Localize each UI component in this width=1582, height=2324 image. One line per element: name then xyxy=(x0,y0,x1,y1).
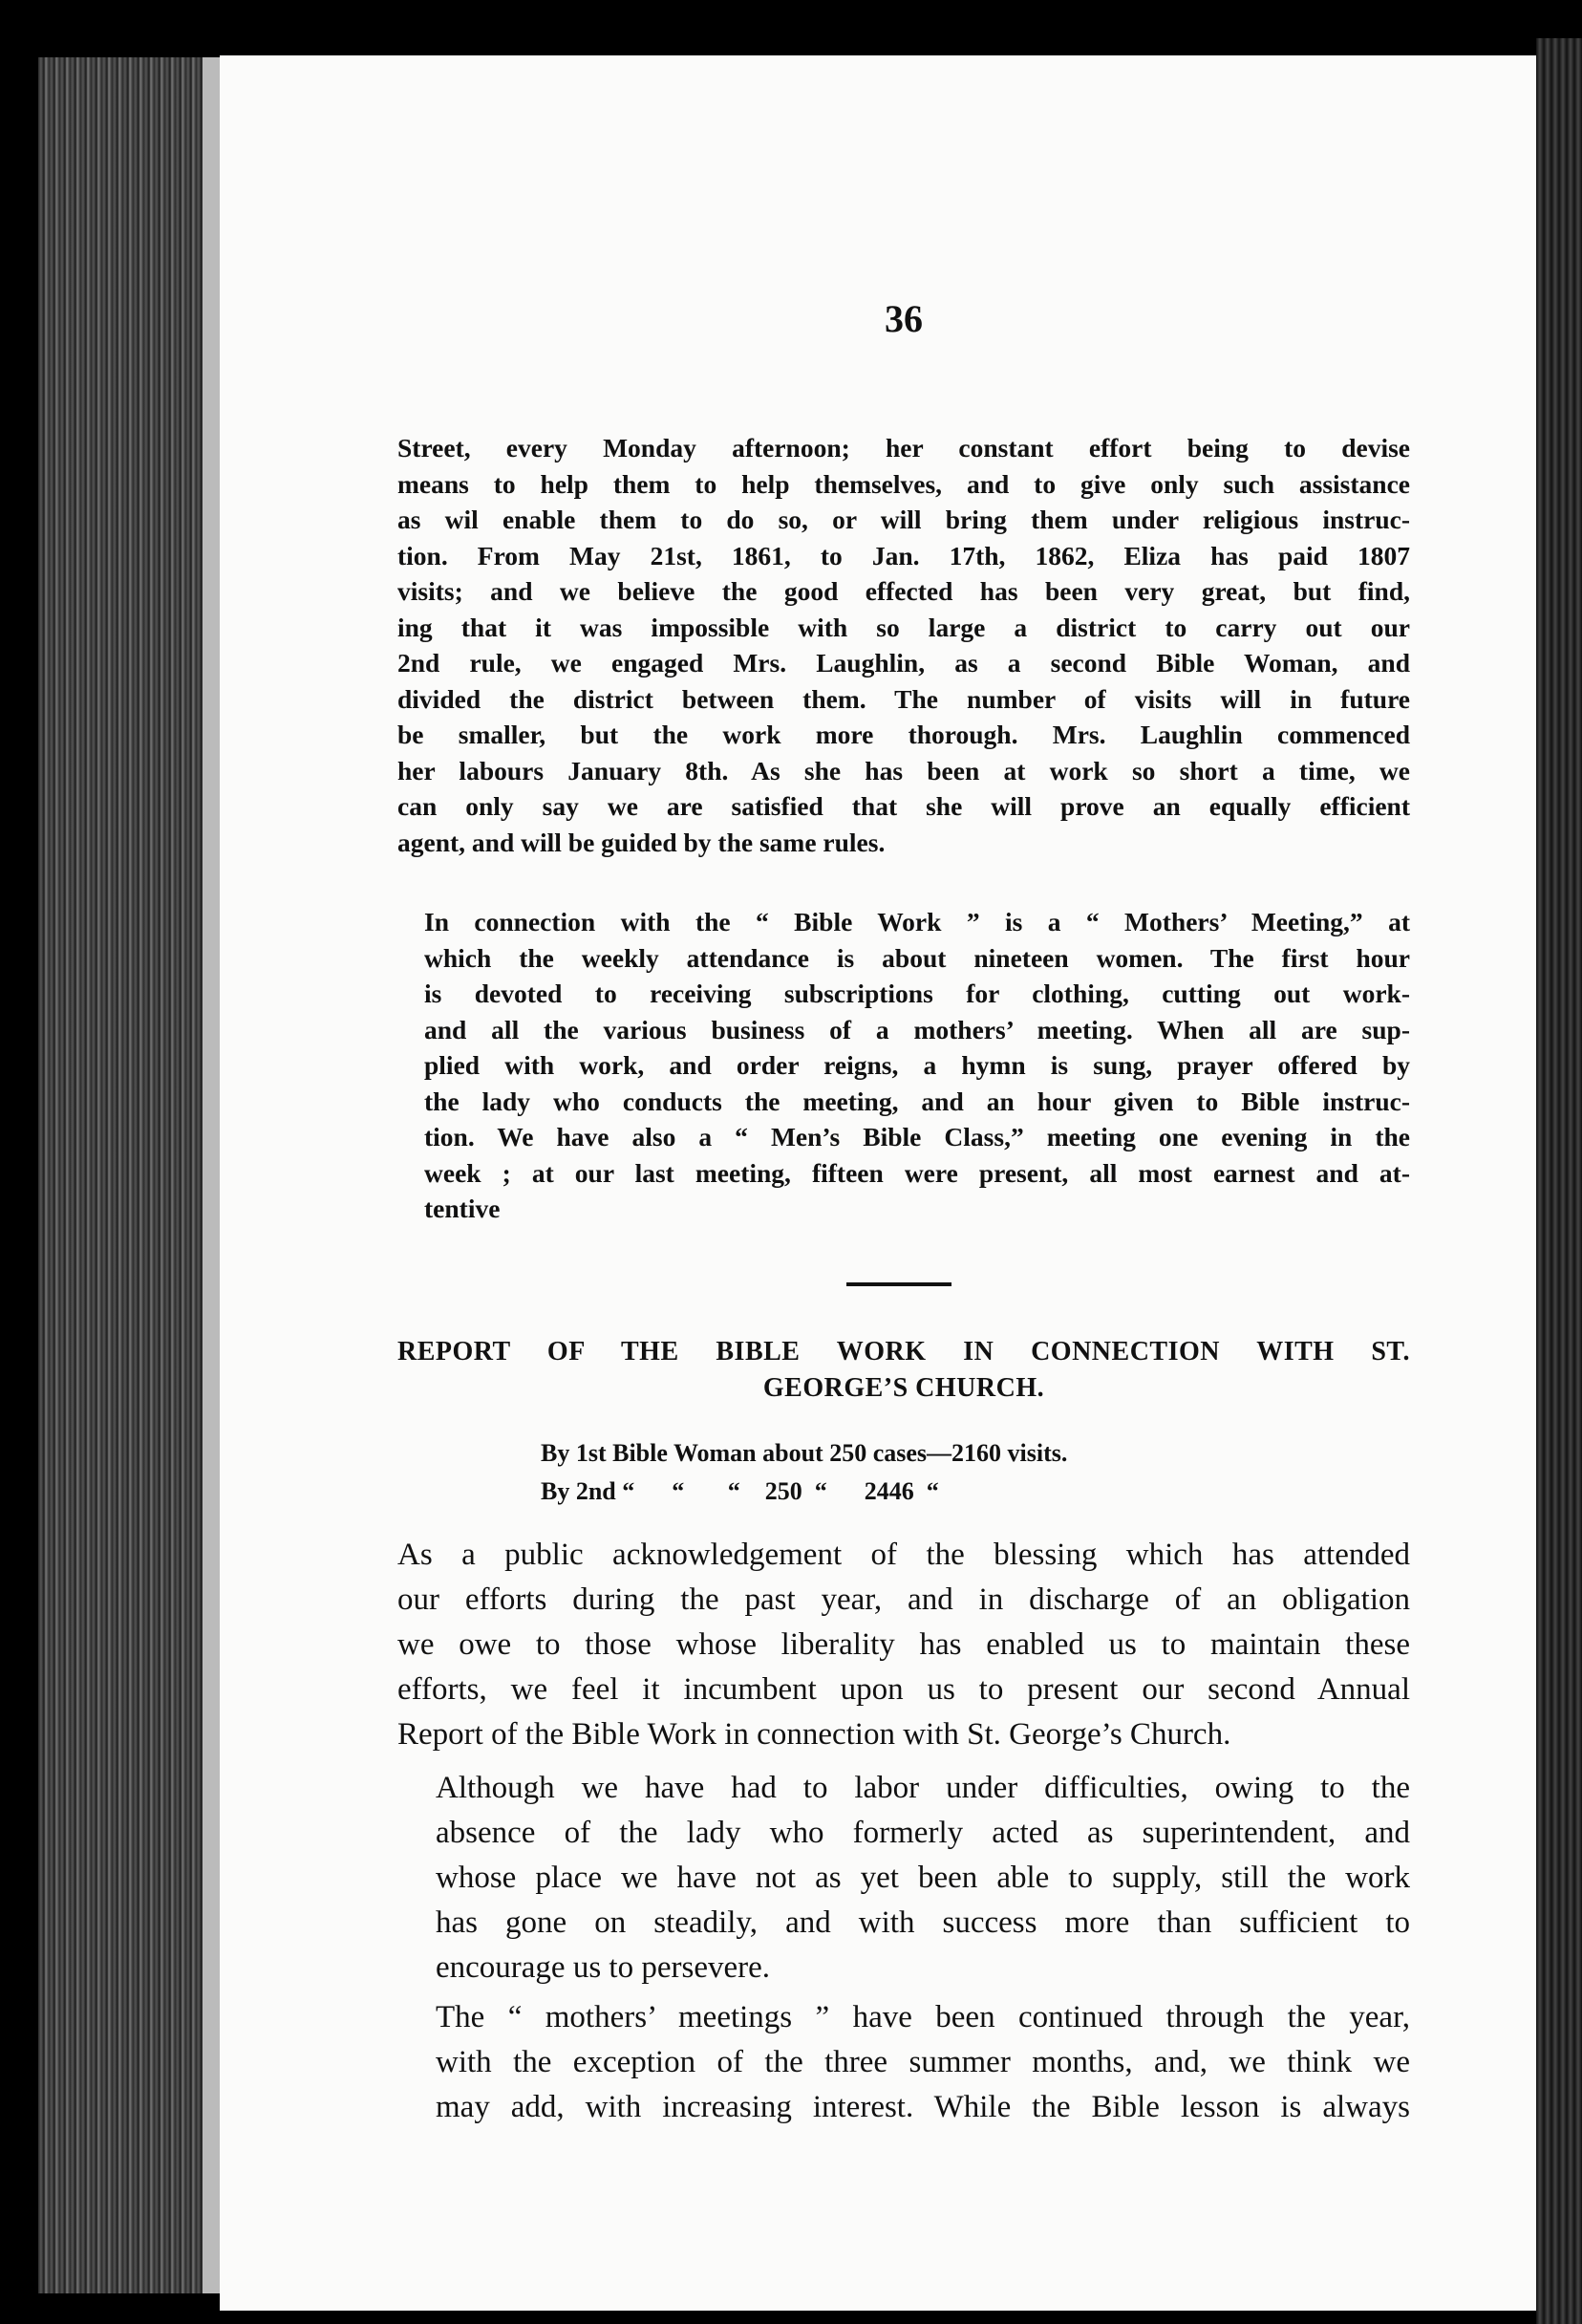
heading-line-2: GEORGE’S CHURCH. xyxy=(762,1373,1045,1403)
paragraph-line: As a public acknowledgement of the blessing which has attended xyxy=(397,1538,1410,1572)
stats-line-2: By 2nd “ “ “ 250 “ 2446 “ xyxy=(541,1477,939,1505)
paragraph-line: divided the district between them. The number of visits will in future xyxy=(397,683,1410,714)
paragraph-line: is devoted to receiving subscriptions for clothing, cutting out work- xyxy=(424,979,1410,1008)
paragraph-3 xyxy=(397,1533,1410,1757)
paragraph-line: we owe to those whose liberality has enabled us to maintain these xyxy=(397,1627,1410,1662)
paragraph-line: plied with work, and order reigns, a hymn is sung, prayer offered by xyxy=(424,1050,1410,1080)
paragraph-line: Report of the Bible Work in connection with St. George’s Church. xyxy=(397,1717,1231,1752)
paragraph-line: means to help them to help themselves, and to give only such assistance xyxy=(397,468,1410,499)
paragraph-line: the lady who conducts the meeting, and an hour given to Bible instruc- xyxy=(424,1086,1410,1116)
paragraph-line: Street, every Monday afternoon; her constant effort being to devise xyxy=(397,433,1410,463)
paragraph-line: ing that it was impossible with so large a district to carry out our xyxy=(397,612,1410,642)
paragraph-line: absence of the lady who formerly acted as superintendent, and xyxy=(436,1816,1410,1850)
paragraph-line: her labours January 8th. As she has been at work so short a time, we xyxy=(397,755,1410,785)
book-page xyxy=(220,55,1536,2311)
page-number: 36 xyxy=(885,297,923,340)
paragraph-line: The “ mothers’ meetings ” have been continued through the year, xyxy=(436,2000,1410,2034)
paragraph-line: tentive xyxy=(424,1194,501,1223)
paragraph-line: and all the various business of a mothers’ meeting. When all are sup- xyxy=(424,1014,1410,1044)
paragraph-line: week ; at our last meeting, fifteen were present, all most earnest and at- xyxy=(424,1157,1410,1188)
paragraph-line: may add, with increasing interest. While the Bible lesson is always xyxy=(436,2090,1410,2124)
stats-line-1: By 1st Bible Woman about 250 cases—2160 visits. xyxy=(541,1439,1068,1467)
scan-border xyxy=(1536,38,1582,2324)
paragraph-line: with the exception of the three summer months, and, we think we xyxy=(436,2045,1410,2079)
paragraph-4 xyxy=(397,1766,1410,1990)
paragraph-line: In connection with the “ Bible Work ” is a “ Mothers’ Meeting,” at xyxy=(424,907,1410,936)
paragraph-line: has gone on steadily, and with success more than sufficient to xyxy=(436,1905,1410,1940)
paragraph-line: can only say we are satisfied that she will prove an equally efficient xyxy=(397,791,1410,821)
paragraph-line: be smaller, but the work more thorough. Mrs. Laughlin commenced xyxy=(397,720,1410,749)
paragraph-line: encourage us to persevere. xyxy=(436,1950,770,1985)
paragraph-line: whose place we have not as yet been able to supply, still the work xyxy=(436,1861,1410,1895)
section-heading xyxy=(397,1334,1410,1407)
paragraph-line: which the weekly attendance is about nineteen women. The first hour xyxy=(424,942,1410,973)
paragraph-line: Although we have had to labor under difficulties, owing to the xyxy=(436,1771,1410,1805)
heading-line-1: REPORT OF THE BIBLE WORK IN CONNECTION WITH ST. xyxy=(397,1337,1410,1366)
paragraph-line: as wil enable them to do so, or will bring them under religious instruc- xyxy=(397,505,1410,534)
book-page-edges xyxy=(38,57,220,2293)
paragraph-line: our efforts during the past year, and in discharge of an obligation xyxy=(397,1582,1410,1617)
paragraph-line: tion. We have also a “ Men’s Bible Class,” meeting one evening in the xyxy=(424,1122,1410,1151)
paragraph-5 xyxy=(397,1995,1410,2130)
paragraph-line: efforts, we feel it incumbent upon us to present our second Annual xyxy=(397,1672,1410,1707)
paragraph-line: agent, and will be guided by the same rules. xyxy=(397,827,886,857)
paragraph-1 xyxy=(397,430,1410,860)
paragraph-line: visits; and we believe the good effected has been very great, but find, xyxy=(397,576,1410,606)
paragraph-2 xyxy=(397,904,1410,1227)
paragraph-line: tion. From May 21st, 1861, to Jan. 17th, 1862, Eliza has paid 1807 xyxy=(397,540,1410,570)
paragraph-line: 2nd rule, we engaged Mrs. Laughlin, as a second Bible Woman, and xyxy=(397,648,1410,678)
section-divider xyxy=(846,1282,951,1286)
